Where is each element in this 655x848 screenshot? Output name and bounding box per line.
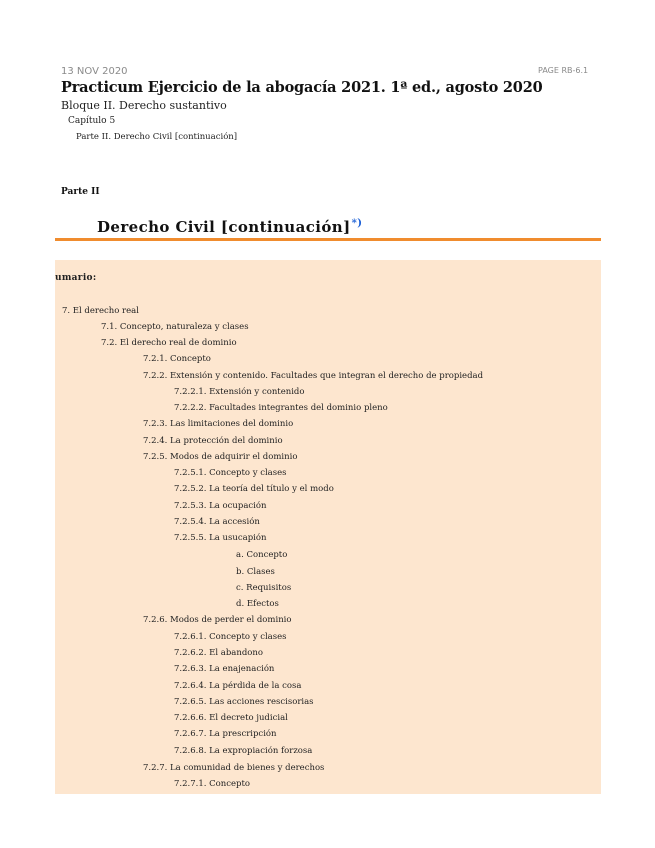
toc-item[interactable]: 7.2.6.2. El abandono (174, 648, 263, 658)
toc-item[interactable]: 7.2.6.6. El decreto judicial (174, 713, 288, 723)
toc-item[interactable]: 7.2.5.1. Concepto y clases (174, 468, 287, 478)
toc-item[interactable]: 7.2.5.3. La ocupación (174, 501, 267, 511)
toc-item[interactable]: 7.2.6. Modos de perder el dominio (143, 615, 292, 625)
toc-item[interactable]: 7.2.2.1. Extensión y contenido (174, 387, 305, 397)
toc-item[interactable]: 7.2.6.7. La prescripción (174, 729, 277, 739)
toc-item[interactable]: 7.2.6.4. La pérdida de la cosa (174, 681, 302, 691)
document-title: Practicum Ejercicio de la abogacía 2021. 1ª ed., agosto 2020 (61, 79, 543, 96)
toc-item[interactable]: 7.2.2. Extensión y contenido. Facultades que integran el derecho de propiedad (143, 371, 484, 381)
section-title-text: Derecho Civil [continuación] (97, 218, 351, 236)
toc-item[interactable]: 7.2.5.2. La teoría del título y el modo (174, 484, 334, 494)
part-label: Parte II (61, 187, 100, 197)
toc-item[interactable]: b. Clases (236, 567, 275, 577)
toc-item[interactable]: 7.2.6.5. Las acciones rescisorias (174, 697, 314, 707)
toc-item[interactable]: a. Concepto (236, 550, 288, 560)
toc-item[interactable]: 7.1. Concepto, naturaleza y clases (101, 322, 249, 332)
toc-item[interactable]: 7.2.1. Concepto (143, 354, 211, 364)
page-reference: PAGE RB-6.1 (538, 66, 589, 75)
section-title (97, 218, 362, 236)
toc-item[interactable]: c. Requisitos (236, 583, 292, 593)
toc-item[interactable]: 7.2.3. Las limitaciones del dominio (143, 419, 294, 429)
toc-heading: umario: (55, 273, 97, 283)
section-divider (55, 238, 601, 241)
toc-item[interactable]: 7.2.7. La comunidad de bienes y derechos (143, 763, 325, 773)
toc-item[interactable]: 7.2.7.1. Concepto (174, 779, 251, 789)
toc-item[interactable]: 7.2. El derecho real de dominio (101, 338, 237, 348)
toc-item[interactable]: 7.2.5.5. La usucapión (174, 533, 267, 543)
toc-item[interactable]: 7.2.5. Modos de adquirir el dominio (143, 452, 298, 462)
breadcrumb-bloque[interactable]: Bloque II. Derecho sustantivo (61, 99, 227, 112)
breadcrumb-capitulo[interactable]: Capítulo 5 (68, 116, 116, 126)
toc-item[interactable]: 7.2.6.3. La enajenación (174, 664, 275, 674)
toc-item[interactable]: 7. El derecho real (62, 306, 139, 316)
toc-item[interactable]: 7.2.6.1. Concepto y clases (174, 632, 287, 642)
toc-item[interactable]: 7.2.4. La protección del dominio (143, 436, 283, 446)
toc-item[interactable]: 7.2.2.2. Facultades integrantes del dominio pleno (174, 403, 388, 413)
breadcrumb-parte[interactable]: Parte II. Derecho Civil [continuación] (76, 132, 238, 142)
toc-item[interactable]: 7.2.5.4. La accesión (174, 517, 260, 527)
document-date: 13 NOV 2020 (61, 66, 128, 77)
footnote-link[interactable]: *) (351, 218, 363, 229)
toc-item[interactable]: d. Efectos (236, 599, 279, 609)
toc-item[interactable]: 7.2.6.8. La expropiación forzosa (174, 746, 313, 756)
